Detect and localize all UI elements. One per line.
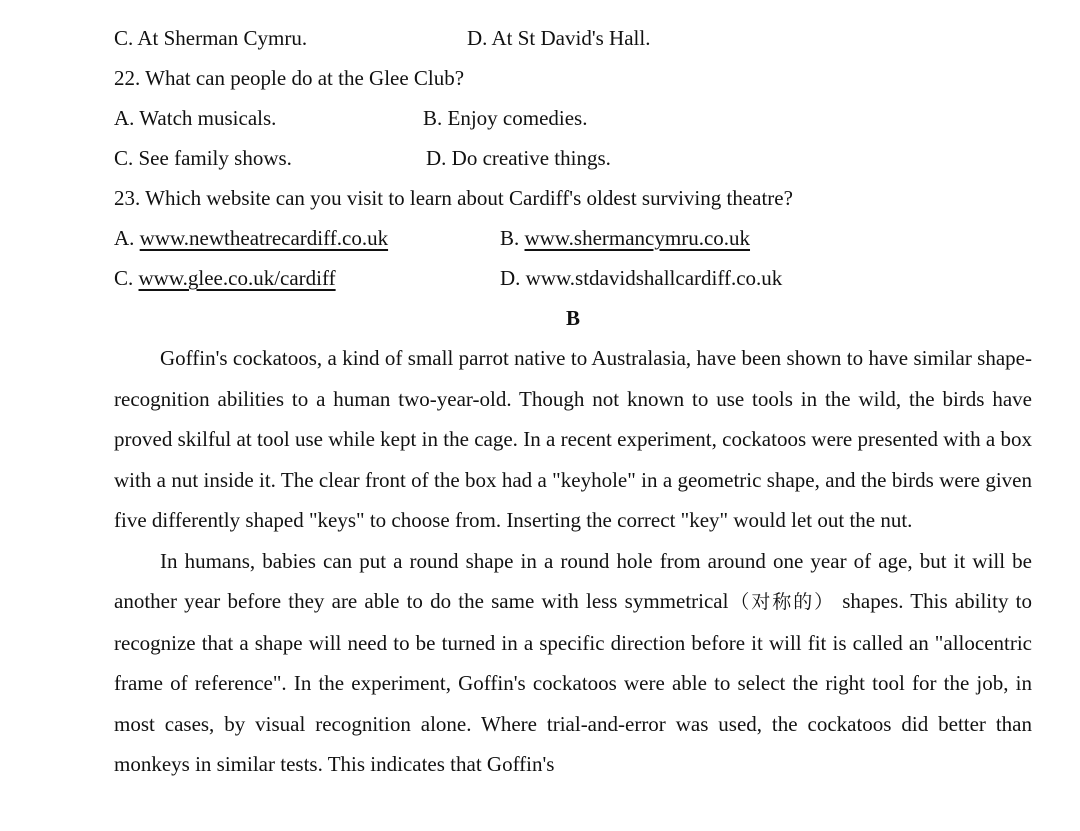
q21-option-d[interactable]: D. At St David's Hall. — [467, 26, 651, 50]
q22-option-d[interactable]: D. Do creative things. — [426, 146, 611, 170]
q22-options-row-2 — [114, 138, 1032, 178]
q22-option-a[interactable]: A. Watch musicals. — [114, 106, 277, 130]
q22-question: 22. What can people do at the Glee Club? — [114, 66, 465, 90]
q23-option-a[interactable] — [114, 218, 388, 258]
section-b-paragraph-1: Goffin's cockatoos, a kind of small parrot native to Australasia, have been shown to have similar shape-recognition abilities to a human two-year-old. Though not known to use tools in the wild, the birds have proved skilful at tool use while kept in the cage. In a recent experiment, cockatoos were presented with a box with a nut inside it. The clear front of the box had a "keyhole" in a geometric shape, and the birds were given five differently shaped "keys" to choose from. Inserting the correct "key" would let out the nut. — [114, 346, 1032, 532]
q23-option-c[interactable] — [114, 258, 336, 298]
q22-options-row-1 — [114, 98, 1032, 138]
q23-option-a-link[interactable]: www.newtheatrecardiff.co.uk — [139, 226, 389, 250]
q23-option-c-link[interactable]: www.glee.co.uk/cardiff — [138, 266, 336, 290]
q23-option-c-prefix: C. — [114, 266, 139, 290]
q21-option-c[interactable]: C. At Sherman Cymru. — [114, 26, 308, 50]
para2-text-start: In humans, babies can put a round shape in a round hole from around one year of age, but it will be another year before they are able to do the same with less symmetrical — [114, 548, 1032, 613]
q23-question: 23. Which website can you visit to learn about Cardiff's oldest surviving theatre? — [114, 186, 793, 210]
para2-cjk-gloss: （对称的） — [728, 591, 836, 613]
q23-option-b-link[interactable]: www.shermancymru.co.uk — [524, 226, 751, 250]
para2-text-end: shapes. This ability to recognize that a shape will need to be turned in a specific direction before it will fit is called an "allocentric frame of reference". In the experiment, Goffin's cockatoos were able to select the right tool for the job, in most cases, by visual recognition alone. Where trial-and-error was used, the cockatoos did better than monkeys in similar tests. This indicates that Goffin's — [114, 589, 1032, 776]
q22-option-c[interactable]: C. See family shows. — [114, 146, 292, 170]
q23-option-b-prefix: B. — [500, 226, 525, 250]
q23-option-b[interactable] — [500, 218, 750, 258]
q22-option-b[interactable]: B. Enjoy comedies. — [423, 106, 588, 130]
q21-options-row-2 — [114, 18, 1032, 58]
q23-options-row-1 — [114, 218, 1032, 258]
section-b-paragraph-2 — [114, 541, 1032, 785]
q23-option-a-prefix: A. — [114, 226, 140, 250]
exam-page — [114, 18, 1032, 785]
q23-option-d[interactable]: D. www.stdavidshallcardiff.co.uk — [500, 266, 783, 290]
section-b-heading: B — [565, 306, 580, 330]
q23-options-row-2 — [114, 258, 1032, 298]
